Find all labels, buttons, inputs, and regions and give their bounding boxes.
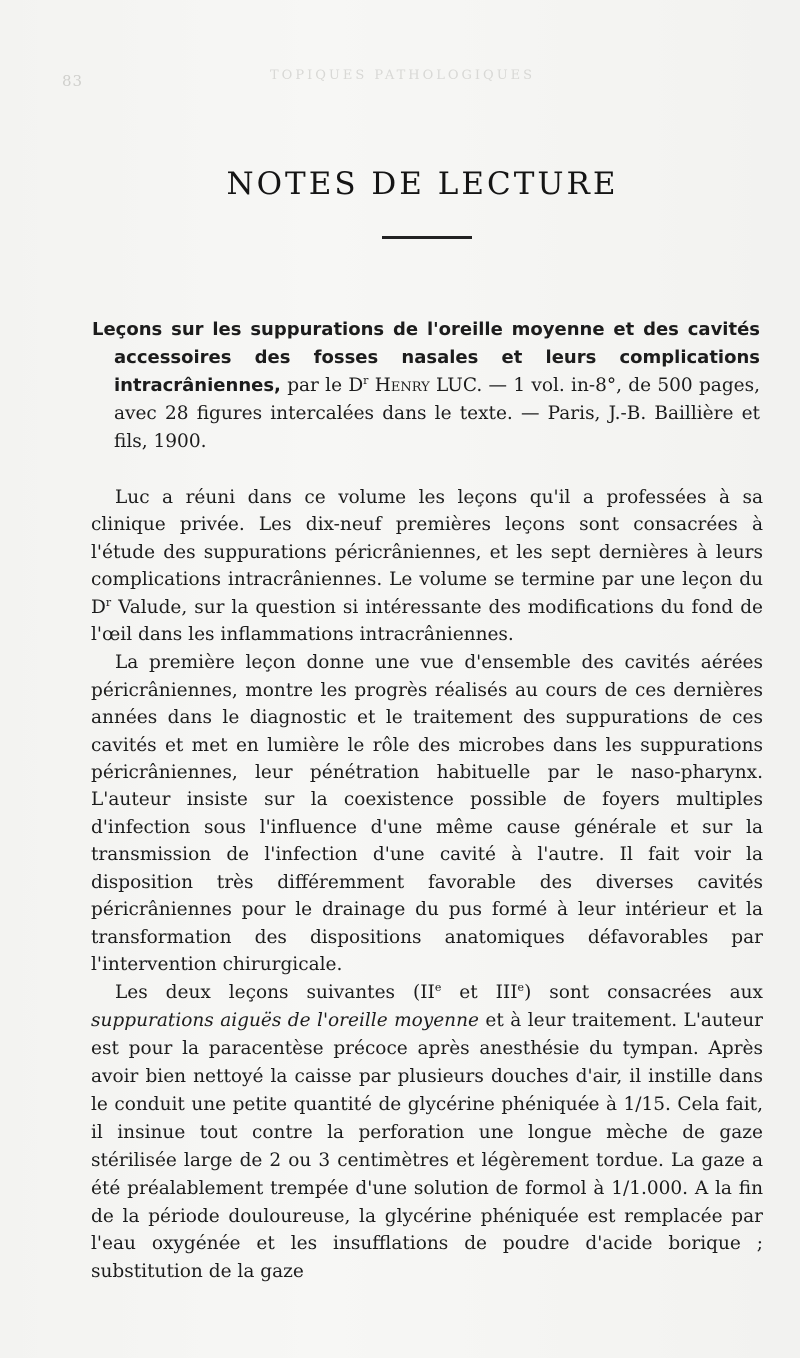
running-head: TOPIQUES PATHOLOGIQUES <box>270 68 536 83</box>
paragraph-3-sup-2: e <box>517 981 525 995</box>
page-title: NOTES DE LECTURE <box>226 166 619 202</box>
paragraph-1-text-b: Valude, sur la question si intéressante des modifications du fond de l'œil dans les inflammations intracrâniennes. <box>91 596 763 646</box>
page-number: 83 <box>62 72 84 90</box>
paragraph-1-text-a: Luc a réuni dans ce volume les leçons qu'il a professées à sa clinique privée. Les dix-neuf premières leçons sont consacrées à l'étude des suppurations péricrâniennes, et les sept dernières à leurs complications intracrâniennes. Le volume se termine par une leçon du D <box>91 487 763 618</box>
paragraph-3-text-a: Les deux leçons suivantes (II <box>115 982 435 1004</box>
citation-details: — 1 vol. in-8°, de 500 pages, avec 28 figures intercalées dans le texte. — Paris, J.-B. Baillière et fils, 1900. <box>114 375 761 452</box>
paragraph-3-text-d: et à leur traitement. L'auteur est pour la paracentèse précoce après anesthésie du tympan. Après avoir bien nettoyé la caisse par plusieurs douches d'air, il instille dans le conduit une petite quantité de glycérine phéniquée à 1/15. Cela fait, il insinue tout contre la perforation une longue mèche de gaze stérilisée large de 2 ou 3 centimètres et légèrement tordue. La gaze a été préalablement trempée d'une solution de formol à 1/1.000. A la fin de la période douloureuse, la glycérine phéniquée est remplacée par l'eau oxygénée et les insufflations de poudre d'acide borique ; substitution de la gaze <box>91 1010 763 1283</box>
title-rule <box>382 236 472 239</box>
citation-by-sup: r <box>363 373 369 387</box>
paragraph-1 <box>91 484 763 648</box>
paragraph-3-text-b: et III <box>441 982 518 1004</box>
review-body <box>91 484 763 1286</box>
book-citation <box>92 316 760 456</box>
citation-by: par le D <box>287 375 364 396</box>
paragraph-2: La première leçon donne une vue d'ensemble des cavités aérées péricrâniennes, montre les progrès réalisés au cours de ces dernières années dans le diagnostic et le traitement des suppurations de ces cavités et met en lumière le rôle des microbes dans les suppurations péricrâniennes, leur pénétration habituelle par le naso-pharynx. L'auteur insiste sur la coexistence possible de foyers multiples d'infection sous l'influence d'une même cause générale et sur la transmission de l'infection d'une cavité à l'autre. Il fait voir la disposition très différemment favorable des diverses cavités péricrâniennes pour le drainage du pus formé à leur intérieur et la transformation des dispositions anatomiques défavorables par l'intervention chirurgicale. <box>91 652 763 975</box>
paragraph-3-italic: suppurations aiguës de l'oreille moyenne <box>91 1010 479 1032</box>
book-title: Leçons sur les suppurations de l'oreille moyenne et des cavités accessoires des fosses nasales et leurs complications intracrâniennes, <box>92 319 760 396</box>
paragraph-1-sup: r <box>105 595 112 609</box>
paragraph-3 <box>91 979 763 1286</box>
book-author: Henry LUC. <box>374 375 483 396</box>
paragraph-3-sup-1: e <box>434 981 442 995</box>
paragraph-3-text-c: ) sont consacrées aux <box>524 982 763 1004</box>
